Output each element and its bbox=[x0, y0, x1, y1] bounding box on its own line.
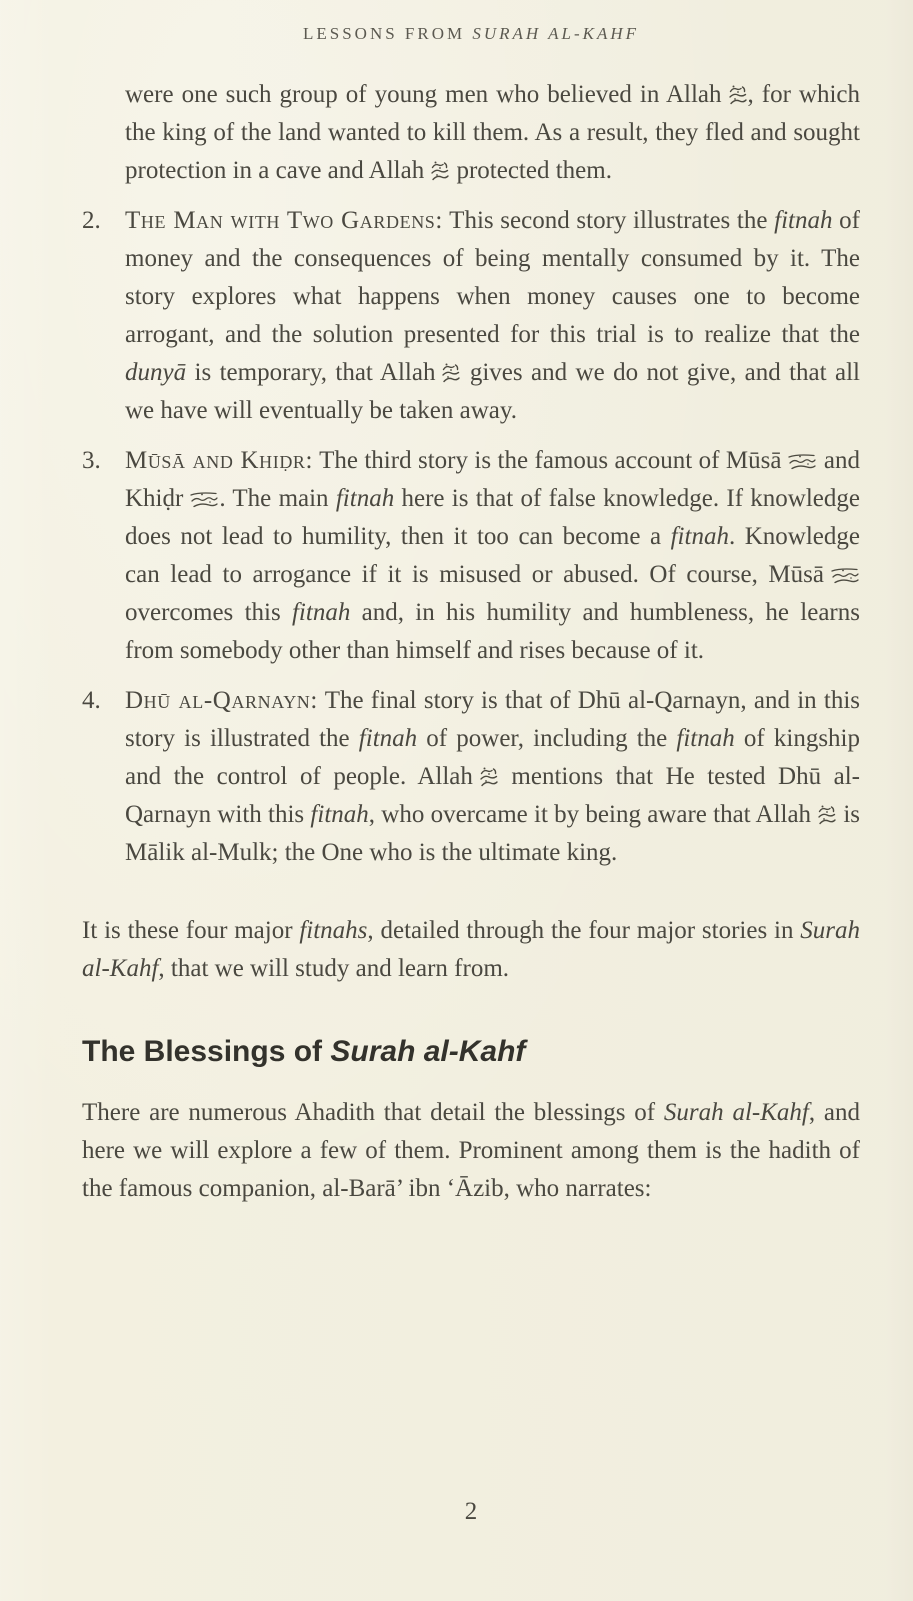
text-run: . The main bbox=[219, 485, 336, 512]
running-header-prefix: LESSONS FROM bbox=[302, 24, 473, 43]
text-run: There are numerous Ahadith that detail the blessings of bbox=[82, 1099, 664, 1126]
section-heading-prefix: The Blessings of bbox=[82, 1035, 331, 1068]
section-heading bbox=[82, 1034, 860, 1070]
list-number: 3. bbox=[82, 447, 101, 474]
list-item-text bbox=[125, 442, 860, 670]
text-run: The final story is that of Dhū al-Qarnayn, and in this story is illustrated the bbox=[125, 687, 860, 752]
text-run: This second story illustrates the bbox=[442, 207, 775, 234]
list-number: 2. bbox=[82, 207, 101, 234]
text-run: and, in his humility and humbleness, he learns from somebody other than himself and rises because of it. bbox=[125, 599, 860, 664]
blessings-paragraph bbox=[82, 1094, 860, 1208]
story-list bbox=[82, 202, 860, 872]
continuation-paragraph bbox=[125, 76, 860, 190]
text-run: of money and the consequences of being mentally consumed by it. The story explores what happens when money causes one to become arrogant, and the solution presented for this trial is to realize that the bbox=[125, 207, 860, 348]
text-run: gives and we do not give, and that all we have will eventually be taken away. bbox=[125, 359, 861, 424]
story-heading: The Man with Two Gardens: bbox=[125, 207, 443, 234]
list-item-text bbox=[125, 202, 860, 430]
story-heading: Dhū al-Qarnayn: bbox=[125, 687, 318, 714]
text-run: were one such group of young men who believed in Allah bbox=[125, 81, 722, 108]
list-item-text bbox=[125, 682, 860, 872]
list-item-man-with-two-gardens bbox=[82, 202, 860, 430]
allah-honorific-icon bbox=[479, 766, 499, 789]
italic-term: fitnah bbox=[676, 725, 735, 752]
page-number: 2 bbox=[464, 1498, 478, 1525]
italic-term: Surah al-Kahf bbox=[663, 1099, 809, 1126]
italic-term: Surah al-Kahf bbox=[82, 917, 860, 982]
list-item-dhu-al-qarnayn bbox=[82, 682, 860, 872]
text-run: , for which the king of the land wanted to kill them. As a result, they fled and sought protection in a cave and Allah bbox=[125, 81, 861, 184]
alayhi-salam-icon bbox=[830, 566, 860, 586]
allah-honorific-icon bbox=[441, 362, 461, 385]
allah-honorific-icon bbox=[817, 804, 837, 827]
text-run: and Khiḍr bbox=[125, 447, 861, 512]
italic-term: fitnah bbox=[670, 523, 729, 550]
italic-term: fitnahs bbox=[299, 917, 368, 944]
italic-term: fitnah bbox=[774, 207, 833, 234]
summary-paragraph bbox=[82, 912, 860, 988]
text-run: , that we will study and learn from. bbox=[158, 955, 510, 982]
text-run: is temporary, that Allah bbox=[186, 359, 436, 386]
italic-term: fitnah bbox=[291, 599, 351, 626]
text-run: of kingship and the control of people. Allah bbox=[125, 725, 860, 790]
text-run: The third story is the famous account of Mūsā bbox=[313, 447, 782, 474]
section-heading-book-title: Surah al-Kahf bbox=[330, 1035, 526, 1068]
text-run: of power, including the bbox=[417, 725, 677, 752]
text-run: It is these four major bbox=[82, 917, 300, 944]
text-run: , detailed through the four major stories in bbox=[367, 917, 801, 944]
text-run: , and here we will explore a few of them. Prominent among them is the hadith of the famous companion, al-Barā’ ibn ‘Āzib, who narrates: bbox=[82, 1099, 860, 1202]
running-header bbox=[82, 24, 860, 44]
text-run: protected them. bbox=[450, 157, 612, 184]
page-content bbox=[82, 0, 860, 1208]
allah-honorific-icon bbox=[430, 160, 450, 183]
italic-term: dunyā bbox=[125, 359, 187, 386]
text-run: , who overcame it by being aware that Allah bbox=[368, 801, 812, 828]
list-number: 4. bbox=[82, 687, 101, 714]
list-item-musa-and-khidr bbox=[82, 442, 860, 670]
text-run: overcomes this bbox=[125, 599, 292, 626]
story-heading: Mūsā and Khiḍr: bbox=[125, 447, 314, 474]
text-run: is Mālik al-Mulk; the One who is the ultimate king. bbox=[125, 801, 860, 866]
text-run: . Knowledge can lead to arrogance if it is misused or abused. Of course, Mūsā bbox=[125, 523, 860, 588]
italic-term: fitnah bbox=[358, 725, 418, 752]
italic-term: fitnah bbox=[310, 801, 369, 828]
italic-term: fitnah bbox=[335, 485, 395, 512]
alayhi-salam-icon bbox=[189, 490, 219, 510]
allah-honorific-icon bbox=[728, 84, 748, 107]
running-header-book-title: SURAH AL-KAHF bbox=[472, 24, 640, 43]
alayhi-salam-icon bbox=[787, 452, 817, 472]
text-run: mentions that He tested Dhū al-Qarnayn with this bbox=[125, 763, 860, 828]
text-run: here is that of false knowledge. If knowledge does not lead to humility, then it too can become a bbox=[125, 485, 861, 550]
